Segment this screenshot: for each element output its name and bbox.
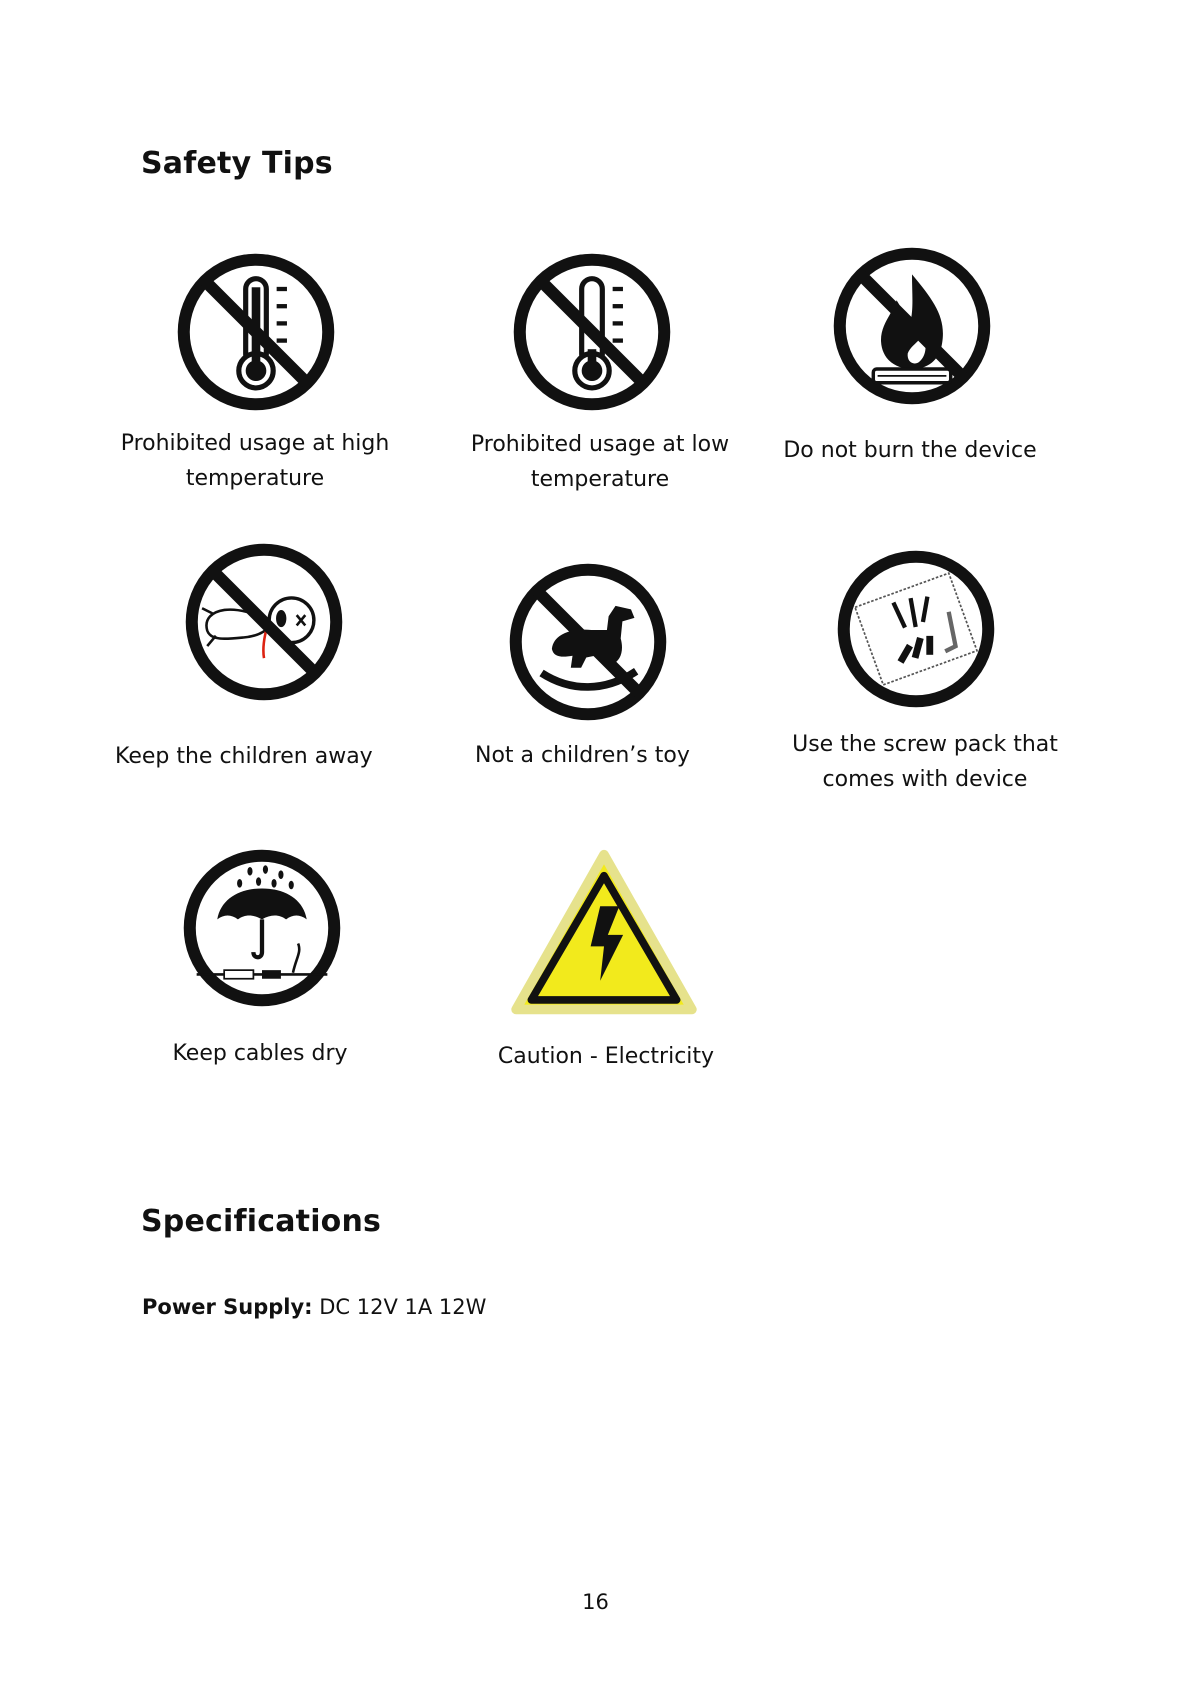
- no-low-temperature-icon: [506, 246, 678, 418]
- keep-children-away-icon: [178, 536, 350, 708]
- power-supply-label: Power Supply:: [142, 1295, 313, 1319]
- specifications-heading: Specifications: [141, 1204, 382, 1239]
- caption-low-temperature: Prohibited usage at low temperature: [470, 432, 730, 492]
- caption-keep-children-away: Keep the children away: [115, 744, 373, 769]
- caption-high-temperature: Prohibited usage at high temperature: [120, 431, 390, 491]
- caption-screw-pack: Use the screw pack that comes with device: [792, 732, 1058, 792]
- screw-pack-icon: [830, 543, 1002, 715]
- no-burn-icon: [826, 240, 998, 412]
- power-supply-spec: [142, 1295, 486, 1319]
- caption-not-a-toy: Not a children’s toy: [475, 743, 690, 768]
- electricity-warning-icon: [508, 847, 700, 1019]
- no-high-temperature-icon: [170, 246, 342, 418]
- caption-keep-cables-dry: Keep cables dry: [172, 1041, 348, 1066]
- caption-do-not-burn: Do not burn the device: [783, 438, 1037, 463]
- safety-tips-heading: Safety Tips: [141, 146, 333, 181]
- page-number: 16: [582, 1590, 609, 1614]
- caption-electricity: Caution - Electricity: [497, 1044, 715, 1069]
- power-supply-value: DC 12V 1A 12W: [319, 1295, 487, 1319]
- not-a-toy-icon: [502, 556, 674, 728]
- keep-cables-dry-icon: [176, 842, 348, 1014]
